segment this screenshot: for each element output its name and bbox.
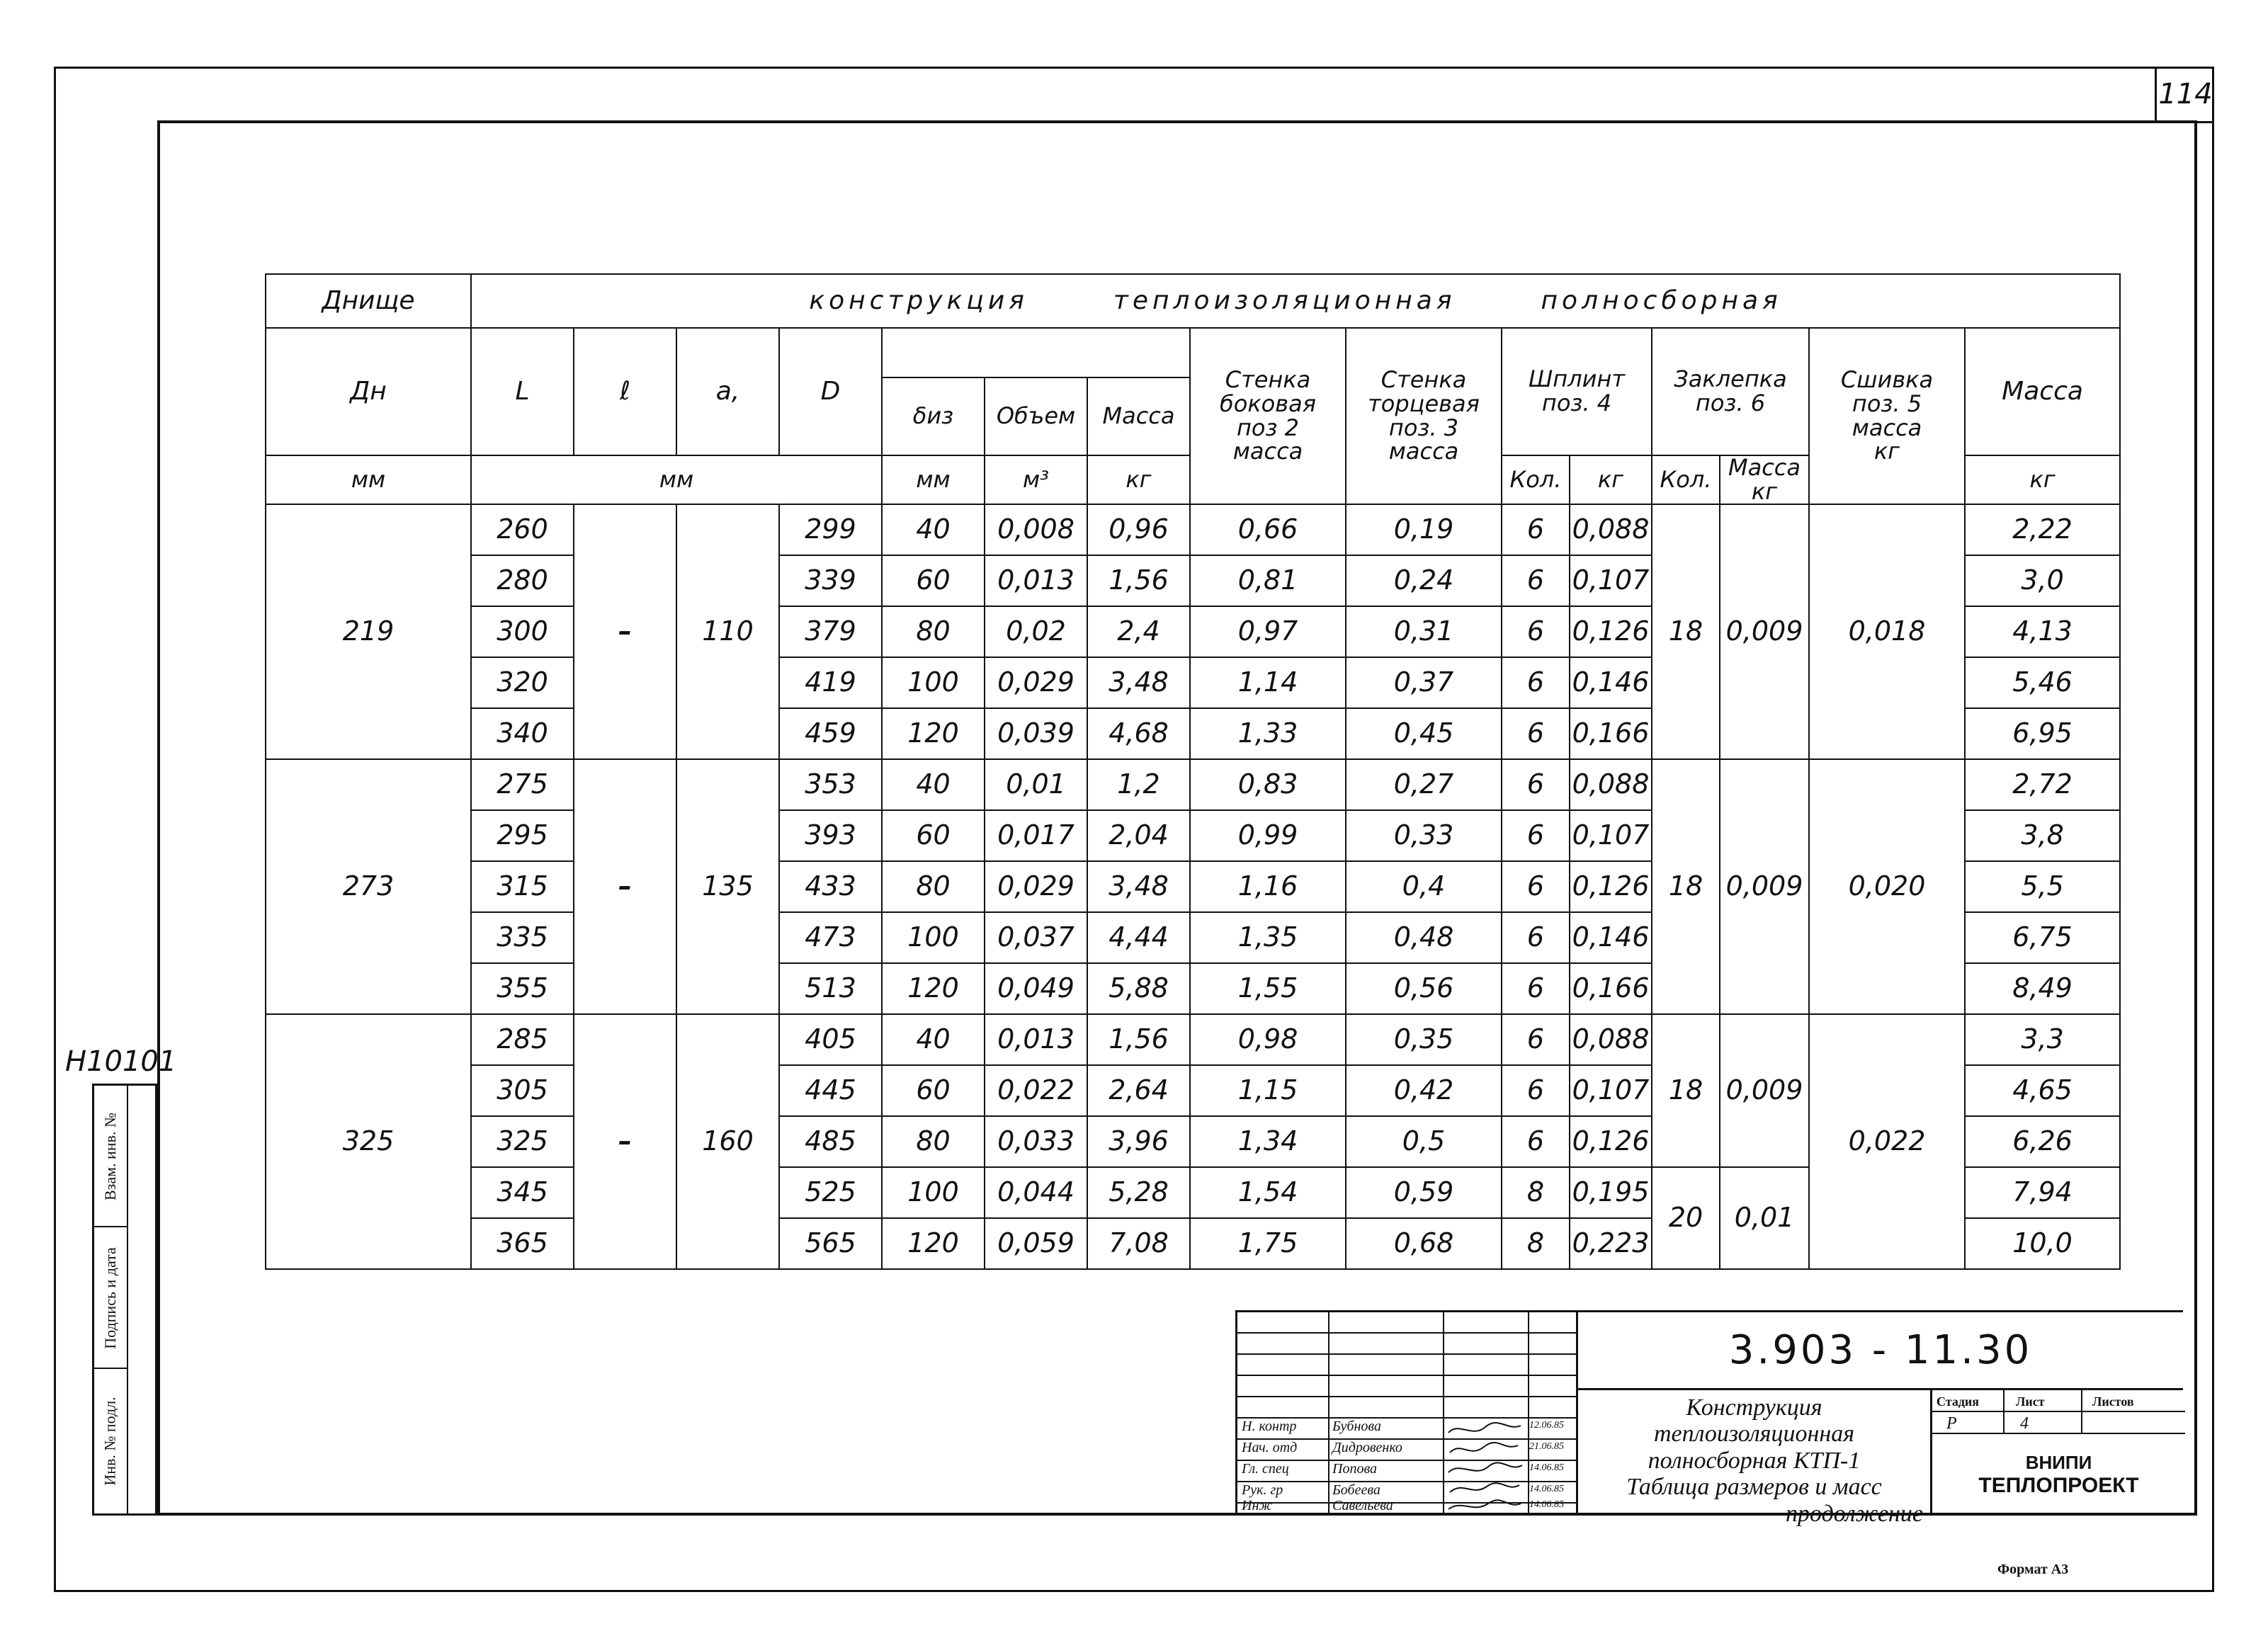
total-mass-cell: 7,94 xyxy=(1965,1167,2120,1218)
table-row xyxy=(266,504,2120,555)
insulation-group-header xyxy=(882,328,1190,377)
total-mass-header: Масса xyxy=(1965,328,2120,455)
thickness-cell: 40 xyxy=(882,504,985,555)
a-cell: 135 xyxy=(676,759,779,1014)
volume-cell: 0,017 xyxy=(985,810,1087,861)
thickness-header: δиз xyxy=(882,377,985,455)
side-wall-cell: 1,54 xyxy=(1190,1167,1346,1218)
role-label: Рук. гр xyxy=(1242,1482,1283,1498)
volume-cell: 0,013 xyxy=(985,555,1087,606)
volume-cell: 0,022 xyxy=(985,1065,1087,1116)
end-wall-cell: 0,42 xyxy=(1346,1065,1502,1116)
signatures-icon xyxy=(1444,1419,1526,1515)
end-wall-cell: 0,56 xyxy=(1346,963,1502,1014)
pin-qty-cell: 6 xyxy=(1502,504,1570,555)
dn-unit: мм xyxy=(266,455,471,504)
mm-unit: мм xyxy=(471,455,882,504)
mass-cell: 5,28 xyxy=(1087,1167,1190,1218)
L-cell: 275 xyxy=(471,759,574,810)
signer-name: Савельева xyxy=(1332,1498,1393,1513)
pin-mass-cell: 0,088 xyxy=(1570,759,1652,810)
pin-qty-cell: 6 xyxy=(1502,555,1570,606)
pin-qty-cell: 6 xyxy=(1502,861,1570,912)
thickness-cell: 60 xyxy=(882,1065,985,1116)
pin-qty-cell: 8 xyxy=(1502,1167,1570,1218)
volume-cell: 0,039 xyxy=(985,708,1087,759)
stamp-label: Взам. инв. № xyxy=(101,1113,120,1200)
rivet-qty-cell: 20 xyxy=(1652,1167,1720,1269)
corner-label: Днище xyxy=(266,274,471,328)
side-wall-cell: 1,35 xyxy=(1190,912,1346,963)
volume-cell: 0,029 xyxy=(985,861,1087,912)
mass-cell: 0,96 xyxy=(1087,504,1190,555)
sign-date: 14.06.85 xyxy=(1529,1462,1564,1473)
pin-mass-cell: 0,146 xyxy=(1570,657,1652,708)
stitch-header: Сшивка поз. 5 масса кг xyxy=(1809,328,1965,504)
end-wall-cell: 0,33 xyxy=(1346,810,1502,861)
pin-qty-cell: 6 xyxy=(1502,1065,1570,1116)
end-wall-cell: 0,27 xyxy=(1346,759,1502,810)
side-wall-cell: 0,83 xyxy=(1190,759,1346,810)
end-wall-cell: 0,19 xyxy=(1346,504,1502,555)
pin-mass-cell: 0,107 xyxy=(1570,555,1652,606)
D-cell: 405 xyxy=(779,1014,882,1065)
mass-cell: 2,04 xyxy=(1087,810,1190,861)
volume-cell: 0,033 xyxy=(985,1116,1087,1167)
L-cell: 355 xyxy=(471,963,574,1014)
rivet-qty-cell: 18 xyxy=(1652,1014,1720,1167)
side-wall-cell: 0,66 xyxy=(1190,504,1346,555)
volume-unit: м³ xyxy=(985,455,1087,504)
pin-qty-cell: 6 xyxy=(1502,1116,1570,1167)
thickness-cell: 80 xyxy=(882,1116,985,1167)
D-cell: 513 xyxy=(779,963,882,1014)
pin-qty-cell: 6 xyxy=(1502,606,1570,657)
total-mass-cell: 4,13 xyxy=(1965,606,2120,657)
document-meta xyxy=(1930,1390,2183,1516)
stamp-label: Инв. № подл. xyxy=(101,1397,120,1486)
end-wall-header: Стенка торцевая поз. 3 масса xyxy=(1346,328,1502,504)
total-mass-cell: 6,26 xyxy=(1965,1116,2120,1167)
volume-cell: 0,059 xyxy=(985,1218,1087,1269)
side-wall-cell: 1,14 xyxy=(1190,657,1346,708)
document-code: 3.903 - 11.30 xyxy=(1576,1312,2183,1390)
mass-cell: 3,48 xyxy=(1087,657,1190,708)
D-cell: 445 xyxy=(779,1065,882,1116)
rivet-mass-header: Масса кг xyxy=(1720,455,1809,504)
sheet-label: Лист xyxy=(2016,1394,2045,1409)
side-wall-cell: 0,98 xyxy=(1190,1014,1346,1065)
L-cell: 280 xyxy=(471,555,574,606)
doc-code-left: Н10101 xyxy=(65,1045,177,1078)
a-cell: 160 xyxy=(676,1014,779,1269)
pin-mass-cell: 0,107 xyxy=(1570,810,1652,861)
D-cell: 459 xyxy=(779,708,882,759)
volume-cell: 0,02 xyxy=(985,606,1087,657)
pin-qty-cell: 6 xyxy=(1502,657,1570,708)
L-cell: 340 xyxy=(471,708,574,759)
stitch-cell: 0,020 xyxy=(1809,759,1965,1014)
mass-cell: 2,4 xyxy=(1087,606,1190,657)
L-cell: 325 xyxy=(471,1116,574,1167)
pin-mass-cell: 0,088 xyxy=(1570,1014,1652,1065)
D-cell: 419 xyxy=(779,657,882,708)
stitch-cell: 0,018 xyxy=(1809,504,1965,759)
L-cell: 335 xyxy=(471,912,574,963)
L-cell: 305 xyxy=(471,1065,574,1116)
title-block xyxy=(1235,1310,2183,1527)
total-mass-cell: 8,49 xyxy=(1965,963,2120,1014)
D-cell: 433 xyxy=(779,861,882,912)
end-wall-cell: 0,31 xyxy=(1346,606,1502,657)
rivet-qty-header: Кол. xyxy=(1652,455,1720,504)
sheet-value: 4 xyxy=(2020,1414,2029,1433)
end-wall-cell: 0,24 xyxy=(1346,555,1502,606)
thickness-unit: мм xyxy=(882,455,985,504)
thickness-cell: 120 xyxy=(882,1218,985,1269)
pin-mass-cell: 0,166 xyxy=(1570,708,1652,759)
total-mass-cell: 3,0 xyxy=(1965,555,2120,606)
mass-cell: 1,56 xyxy=(1087,555,1190,606)
signer-name: Дидровенко xyxy=(1332,1440,1402,1455)
rivet-mass-cell: 0,009 xyxy=(1720,759,1809,1014)
total-mass-cell: 2,72 xyxy=(1965,759,2120,810)
volume-cell: 0,008 xyxy=(985,504,1087,555)
pin-qty-cell: 6 xyxy=(1502,912,1570,963)
stage-value: Р xyxy=(1946,1414,1957,1433)
pin-mass-cell: 0,166 xyxy=(1570,963,1652,1014)
L-cell: 260 xyxy=(471,504,574,555)
total-mass-cell: 5,46 xyxy=(1965,657,2120,708)
volume-header: Объем xyxy=(985,377,1087,455)
pin-mass-cell: 0,146 xyxy=(1570,912,1652,963)
end-wall-cell: 0,59 xyxy=(1346,1167,1502,1218)
a-cell: 110 xyxy=(676,504,779,759)
thickness-cell: 60 xyxy=(882,810,985,861)
col-dn-header: Дн xyxy=(266,328,471,455)
rivet-qty-cell: 18 xyxy=(1652,759,1720,1014)
sheet-number: 114 xyxy=(2155,67,2214,123)
mass-cell: 7,08 xyxy=(1087,1218,1190,1269)
D-cell: 339 xyxy=(779,555,882,606)
rivet-header: Заклепка поз. 6 xyxy=(1652,328,1809,455)
pin-mass-cell: 0,223 xyxy=(1570,1218,1652,1269)
stamp-label: Подпись и дата xyxy=(101,1247,120,1349)
total-mass-cell: 3,8 xyxy=(1965,810,2120,861)
role-label: Нач. отд xyxy=(1242,1440,1298,1455)
D-cell: 393 xyxy=(779,810,882,861)
sign-date: 14.06.85 xyxy=(1529,1484,1564,1494)
L-cell: 300 xyxy=(471,606,574,657)
rivet-qty-cell: 18 xyxy=(1652,504,1720,759)
pin-qty-cell: 6 xyxy=(1502,1014,1570,1065)
signer-name: Попова xyxy=(1332,1461,1377,1477)
mass-cell: 4,44 xyxy=(1087,912,1190,963)
total-mass-unit: кг xyxy=(1965,455,2120,504)
pin-mass-cell: 0,195 xyxy=(1570,1167,1652,1218)
rivet-mass-cell: 0,01 xyxy=(1720,1167,1809,1269)
pin-header: Шплинт поз. 4 xyxy=(1502,328,1652,455)
pin-qty-cell: 6 xyxy=(1502,963,1570,1014)
stitch-cell: 0,022 xyxy=(1809,1014,1965,1269)
sign-date: 14.06.85 xyxy=(1529,1499,1564,1510)
l-cell: – xyxy=(574,504,676,759)
col-l-header: ℓ xyxy=(574,328,676,455)
format-label: Формат А3 xyxy=(1997,1562,2069,1577)
side-wall-cell: 0,97 xyxy=(1190,606,1346,657)
D-cell: 473 xyxy=(779,912,882,963)
volume-cell: 0,029 xyxy=(985,657,1087,708)
side-wall-cell: 1,55 xyxy=(1190,963,1346,1014)
rivet-mass-cell: 0,009 xyxy=(1720,504,1809,759)
L-cell: 285 xyxy=(471,1014,574,1065)
dimensions-table xyxy=(265,273,2121,1270)
volume-cell: 0,044 xyxy=(985,1167,1087,1218)
end-wall-cell: 0,5 xyxy=(1346,1116,1502,1167)
end-wall-cell: 0,45 xyxy=(1346,708,1502,759)
document-title: Конструкция теплоизоляционная полносборная КТП-1 Таблица размеров и масс продолжение xyxy=(1576,1390,1930,1516)
total-mass-cell: 6,75 xyxy=(1965,912,2120,963)
main-header: конструкция теплоизоляционная полносборная xyxy=(471,274,2120,328)
pin-qty-cell: 6 xyxy=(1502,810,1570,861)
L-cell: 295 xyxy=(471,810,574,861)
total-mass-cell: 5,5 xyxy=(1965,861,2120,912)
mass-cell: 3,96 xyxy=(1087,1116,1190,1167)
L-cell: 345 xyxy=(471,1167,574,1218)
thickness-cell: 100 xyxy=(882,912,985,963)
signer-name: Бобеева xyxy=(1332,1482,1380,1498)
end-wall-cell: 0,37 xyxy=(1346,657,1502,708)
mass-cell: 2,64 xyxy=(1087,1065,1190,1116)
table-row xyxy=(266,759,2120,810)
side-wall-cell: 1,16 xyxy=(1190,861,1346,912)
total-mass-cell: 10,0 xyxy=(1965,1218,2120,1269)
total-mass-cell: 4,65 xyxy=(1965,1065,2120,1116)
side-wall-cell: 1,33 xyxy=(1190,708,1346,759)
total-mass-cell: 6,95 xyxy=(1965,708,2120,759)
mass-cell: 4,68 xyxy=(1087,708,1190,759)
end-wall-cell: 0,4 xyxy=(1346,861,1502,912)
volume-cell: 0,037 xyxy=(985,912,1087,963)
col-L-header: L xyxy=(471,328,574,455)
mass-cell: 3,48 xyxy=(1087,861,1190,912)
side-wall-cell: 1,75 xyxy=(1190,1218,1346,1269)
rivet-mass-cell: 0,009 xyxy=(1720,1014,1809,1167)
D-cell: 299 xyxy=(779,504,882,555)
mass-cell: 1,2 xyxy=(1087,759,1190,810)
pin-mass-cell: 0,088 xyxy=(1570,504,1652,555)
dn-cell: 273 xyxy=(266,759,471,1014)
thickness-cell: 120 xyxy=(882,708,985,759)
mass-header: Масса xyxy=(1087,377,1190,455)
side-wall-cell: 0,99 xyxy=(1190,810,1346,861)
stage-label: Стадия xyxy=(1937,1394,1980,1409)
stamp-column xyxy=(92,1084,157,1516)
sheets-label: Листов xyxy=(2092,1394,2134,1409)
dn-cell: 219 xyxy=(266,504,471,759)
L-cell: 320 xyxy=(471,657,574,708)
pin-qty-header: Кол. xyxy=(1502,455,1570,504)
thickness-cell: 60 xyxy=(882,555,985,606)
total-mass-cell: 3,3 xyxy=(1965,1014,2120,1065)
pin-mass-cell: 0,126 xyxy=(1570,606,1652,657)
end-wall-cell: 0,68 xyxy=(1346,1218,1502,1269)
D-cell: 565 xyxy=(779,1218,882,1269)
pin-qty-cell: 8 xyxy=(1502,1218,1570,1269)
pin-qty-cell: 6 xyxy=(1502,708,1570,759)
sign-date: 21.06.85 xyxy=(1529,1441,1564,1452)
side-wall-header: Стенка боковая поз 2 масса xyxy=(1190,328,1346,504)
D-cell: 379 xyxy=(779,606,882,657)
thickness-cell: 80 xyxy=(882,861,985,912)
l-cell: – xyxy=(574,1014,676,1269)
dn-cell: 325 xyxy=(266,1014,471,1269)
D-cell: 353 xyxy=(779,759,882,810)
thickness-cell: 100 xyxy=(882,1167,985,1218)
l-cell: – xyxy=(574,759,676,1014)
pin-qty-cell: 6 xyxy=(1502,759,1570,810)
mass-unit: кг xyxy=(1087,455,1190,504)
thickness-cell: 40 xyxy=(882,1014,985,1065)
pin-mass-unit: кг xyxy=(1570,455,1652,504)
end-wall-cell: 0,48 xyxy=(1346,912,1502,963)
thickness-cell: 120 xyxy=(882,963,985,1014)
col-a-header: a, xyxy=(676,328,779,455)
organization: ВНИПИ ТЕПЛОПРОЕКТ xyxy=(1978,1452,2139,1497)
volume-cell: 0,013 xyxy=(985,1014,1087,1065)
table-row xyxy=(266,1014,2120,1065)
mass-cell: 1,56 xyxy=(1087,1014,1190,1065)
thickness-cell: 80 xyxy=(882,606,985,657)
side-wall-cell: 0,81 xyxy=(1190,555,1346,606)
signatures-grid xyxy=(1237,1312,1576,1516)
pin-mass-cell: 0,107 xyxy=(1570,1065,1652,1116)
role-label: Инж xyxy=(1242,1498,1272,1513)
pin-mass-cell: 0,126 xyxy=(1570,1116,1652,1167)
signer-name: Бубнова xyxy=(1332,1419,1381,1434)
pin-mass-cell: 0,126 xyxy=(1570,861,1652,912)
L-cell: 365 xyxy=(471,1218,574,1269)
mass-cell: 5,88 xyxy=(1087,963,1190,1014)
col-D-header: D xyxy=(779,328,882,455)
D-cell: 525 xyxy=(779,1167,882,1218)
thickness-cell: 100 xyxy=(882,657,985,708)
volume-cell: 0,049 xyxy=(985,963,1087,1014)
role-label: Н. контр xyxy=(1242,1419,1297,1434)
sign-date: 12.06.85 xyxy=(1529,1420,1564,1431)
volume-cell: 0,01 xyxy=(985,759,1087,810)
thickness-cell: 40 xyxy=(882,759,985,810)
D-cell: 485 xyxy=(779,1116,882,1167)
end-wall-cell: 0,35 xyxy=(1346,1014,1502,1065)
L-cell: 315 xyxy=(471,861,574,912)
total-mass-cell: 2,22 xyxy=(1965,504,2120,555)
side-wall-cell: 1,34 xyxy=(1190,1116,1346,1167)
side-wall-cell: 1,15 xyxy=(1190,1065,1346,1116)
role-label: Гл. спец xyxy=(1242,1461,1289,1477)
